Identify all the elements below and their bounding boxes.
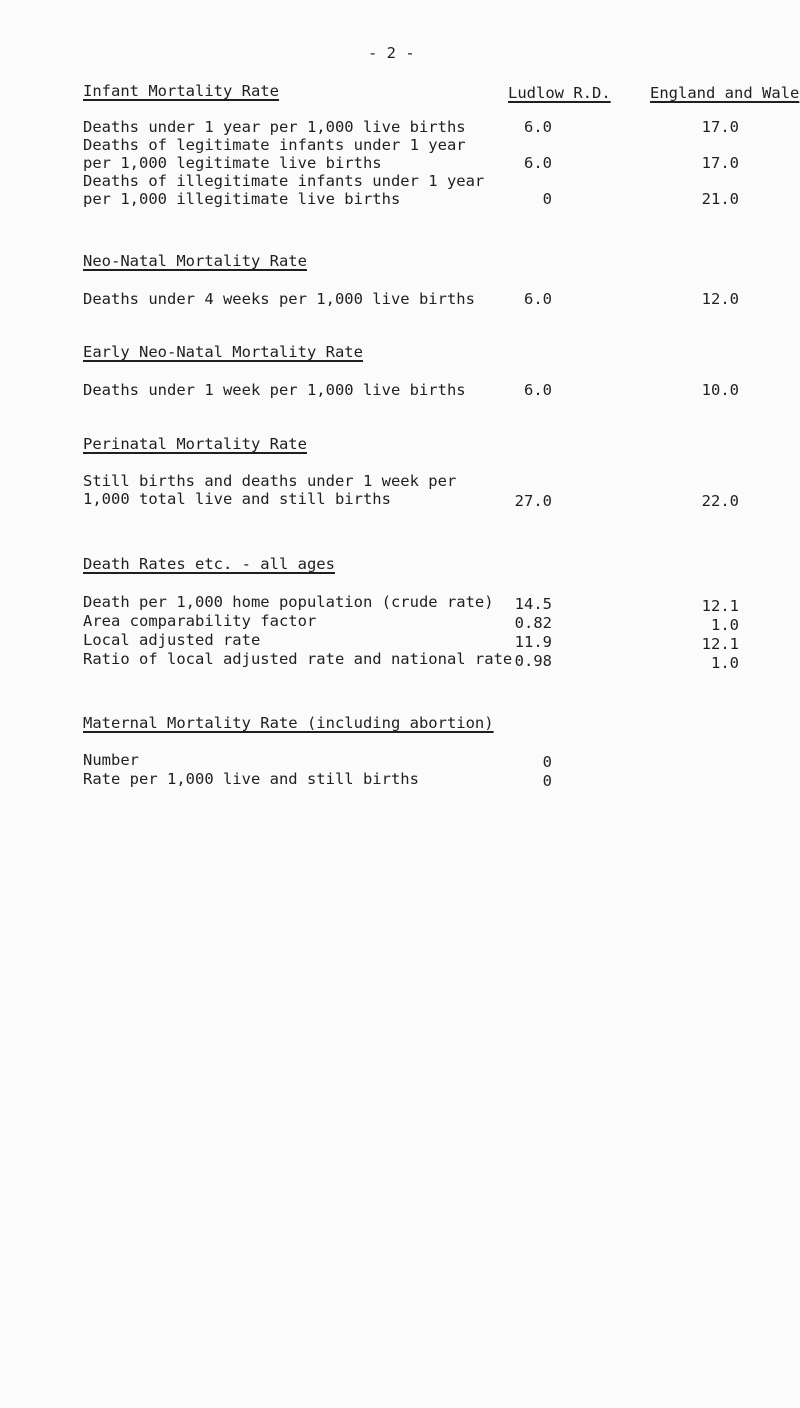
row-label: Deaths of illegitimate infants under 1 year xyxy=(83,172,485,190)
row-value-local: 0 xyxy=(542,190,552,208)
row-label-continued: per 1,000 legitimate live births xyxy=(83,154,382,172)
row-value-national: 1.0 xyxy=(711,616,739,634)
row-label: Deaths of legitimate infants under 1 year xyxy=(83,136,466,154)
row-value-national: 17.0 xyxy=(701,154,739,172)
row-label: Number xyxy=(83,751,139,769)
row-value-local: 6.0 xyxy=(524,381,552,399)
column-header-national: England and Wale xyxy=(650,84,800,102)
row-value-national: 22.0 xyxy=(701,492,739,510)
page-number: - 2 - xyxy=(368,44,415,62)
row-value-national: 10.0 xyxy=(701,381,739,399)
row-label: Death per 1,000 home population (crude rate) xyxy=(83,593,494,611)
row-label: Rate per 1,000 live and still births xyxy=(83,770,419,788)
row-value-local: 6.0 xyxy=(524,290,552,308)
perinatal-mortality-heading: Perinatal Mortality Rate xyxy=(83,435,307,453)
row-value-local: 0.82 xyxy=(514,614,552,632)
row-value-national: 17.0 xyxy=(701,118,739,136)
row-value-local: 0 xyxy=(542,772,552,790)
column-header-local: Ludlow R.D. xyxy=(508,84,611,102)
row-value-local: 6.0 xyxy=(524,154,552,172)
row-label: Deaths under 1 week per 1,000 live births xyxy=(83,381,466,399)
row-value-local: 27.0 xyxy=(514,492,552,510)
maternal-mortality-heading: Maternal Mortality Rate (including abortion) xyxy=(83,714,494,732)
row-value-local: 14.5 xyxy=(514,595,552,613)
row-label: Area comparability factor xyxy=(83,612,317,630)
row-value-local: 6.0 xyxy=(524,118,552,136)
row-label: Ratio of local adjusted rate and national rate xyxy=(83,650,513,668)
row-label-continued: 1,000 total live and still births xyxy=(83,490,391,508)
row-label: Local adjusted rate xyxy=(83,631,261,649)
row-value-national: 12.1 xyxy=(701,635,739,653)
row-value-national: 12.0 xyxy=(701,290,739,308)
row-value-national: 21.0 xyxy=(701,190,739,208)
row-label: Deaths under 4 weeks per 1,000 live births xyxy=(83,290,475,308)
row-value-national: 1.0 xyxy=(711,654,739,672)
row-value-local: 11.9 xyxy=(514,633,552,651)
row-value-national: 12.1 xyxy=(701,597,739,615)
row-value-local: 0.98 xyxy=(514,652,552,670)
infant-mortality-heading: Infant Mortality Rate xyxy=(83,82,279,100)
neonatal-mortality-heading: Neo-Natal Mortality Rate xyxy=(83,252,307,270)
row-label: Deaths under 1 year per 1,000 live births xyxy=(83,118,466,136)
death-rates-heading: Death Rates etc. - all ages xyxy=(83,555,335,573)
row-value-local: 0 xyxy=(542,753,552,771)
early-neonatal-mortality-heading: Early Neo-Natal Mortality Rate xyxy=(83,343,363,361)
row-label-continued: per 1,000 illegitimate live births xyxy=(83,190,401,208)
row-label: Still births and deaths under 1 week per xyxy=(83,472,457,490)
